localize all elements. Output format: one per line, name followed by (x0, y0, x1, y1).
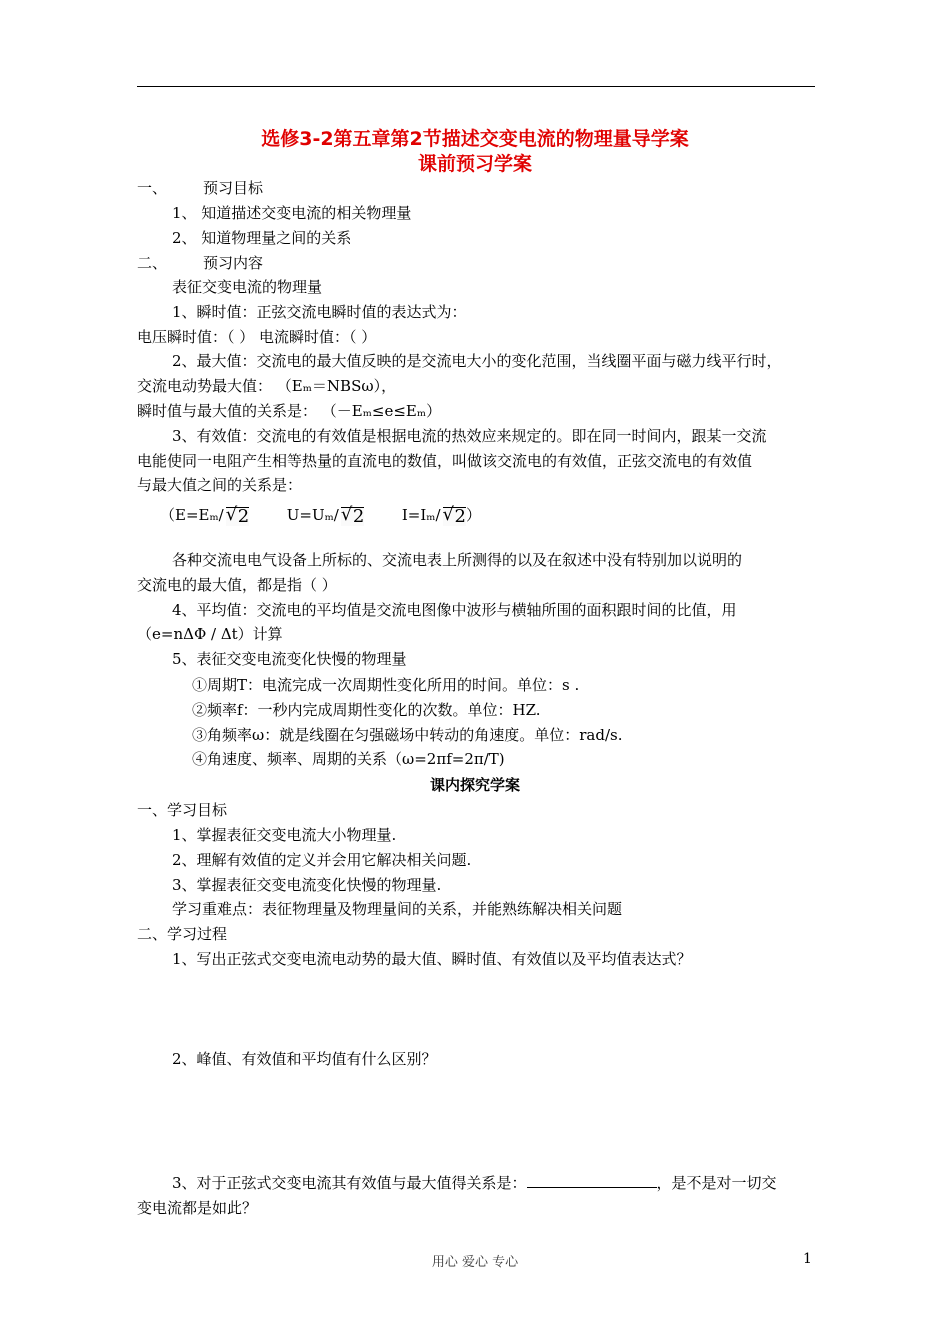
paragraph: 1、瞬时值：正弦交流电瞬时值的表达式为： (172, 303, 467, 321)
question-3 (172, 1173, 777, 1193)
objective: 3、掌握表征交变电流变化快慢的物理量. (172, 876, 442, 894)
paragraph: ③角频率ω：就是线圈在匀强磁场中转动的角速度。单位：rad/s. (192, 726, 623, 744)
section-1-number: 一、 (137, 179, 168, 197)
footer-text: 用心 爱心 专心 (431, 1255, 519, 1270)
section-2-number: 二、 (137, 254, 168, 272)
formula-u: U=Uₘ/ (286, 506, 339, 524)
page-title: 选修3-2第五章第2节描述交变电流的物理量导学案 (261, 128, 689, 150)
paragraph: 表征交变电流的物理量 (172, 278, 323, 296)
paragraph: 交流电动势最大值： （Eₘ＝NBSω）， (137, 377, 397, 395)
goal-2: 2、 知道物理量之间的关系 (172, 229, 352, 247)
paragraph: 与最大值之间的关系是： (137, 476, 303, 494)
question-3-text-cont: ，是不是对一切交 (656, 1174, 777, 1192)
objective: 1、掌握表征交变电流大小物理量. (172, 826, 397, 844)
paragraph: 瞬时值与最大值的关系是： （－Eₘ≤e≤Eₘ） (137, 402, 442, 420)
formula-e: （E=Eₘ/ (160, 506, 224, 524)
goal-1: 1、 知道描述交变电流的相关物理量 (172, 204, 412, 222)
objective: 2、理解有效值的定义并会用它解决相关问题. (172, 851, 472, 869)
question-3-text: 3、对于正弦式交变电流其有效值与最大值得关系是： (172, 1174, 527, 1192)
paragraph: ④角速度、频率、周期的关系（ω=2πf=2π/T) (192, 750, 505, 768)
paragraph: ②频率f：一秒内完成周期性变化的次数。单位：HZ. (192, 701, 541, 719)
question-2: 2、峰值、有效值和平均值有什么区别？ (172, 1050, 437, 1068)
paragraph: 各种交流电电气设备上所标的、交流电表上所测得的以及在叙述中没有特别加以说明的 (172, 551, 743, 569)
paragraph: ①周期T：电流完成一次周期性变化所用的时间。单位：s . (192, 676, 580, 694)
page-subtitle: 课前预习学案 (417, 153, 532, 175)
sqrt-image: √ 2 (226, 507, 249, 526)
paragraph: 电压瞬时值：（ ） 电流瞬时值：（ ） (137, 328, 377, 346)
paragraph: 交流电的最大值，都是指（ ） (137, 576, 337, 594)
page-number: 1 (803, 1251, 812, 1267)
inclass-section-1: 一、学习目标 (137, 801, 228, 819)
question-3-line-2: 变电流都是如此？ (137, 1199, 258, 1217)
section-2-title: 预习内容 (203, 254, 264, 272)
formula-close: ） (466, 506, 482, 524)
paragraph: 2、最大值：交流电的最大值反映的是交流电大小的变化范围，当线圈平面与磁力线平行时， (172, 352, 782, 370)
sqrt-image: √ 2 (341, 507, 364, 526)
answer-blank[interactable] (527, 1173, 657, 1188)
paragraph: 电能使同一电阻产生相等热量的直流电的数值，叫做该交流电的有效值，正弦交流电的有效值 (137, 452, 753, 470)
paragraph: 3、有效值：交流电的有效值是根据电流的热效应来规定的。即在同一时间内，跟某一交流 (172, 427, 767, 445)
inclass-section-2: 二、学习过程 (137, 925, 228, 943)
paragraph: 5、表征交变电流变化快慢的物理量 (172, 650, 407, 668)
paragraph: 4、平均值：交流电的平均值是交流电图像中波形与横轴所围的面积跟时间的比值，用 (172, 601, 737, 619)
inclass-title: 课内探究学案 (429, 776, 520, 794)
formula-i: I=Iₘ/ (401, 506, 441, 524)
header-rule (137, 86, 815, 87)
section-1-title: 预习目标 (203, 179, 264, 197)
sqrt-image: √ 2 (443, 507, 466, 526)
question-1: 1、写出正弦式交变电流电动势的最大值、瞬时值、有效值以及平均值表达式？ (172, 950, 692, 968)
paragraph: （e=nΔΦ / Δt）计算 (137, 625, 283, 643)
key-points: 学习重难点：表征物理量及物理量间的关系，并能熟练解决相关问题 (172, 900, 623, 918)
formula-row (160, 505, 481, 526)
